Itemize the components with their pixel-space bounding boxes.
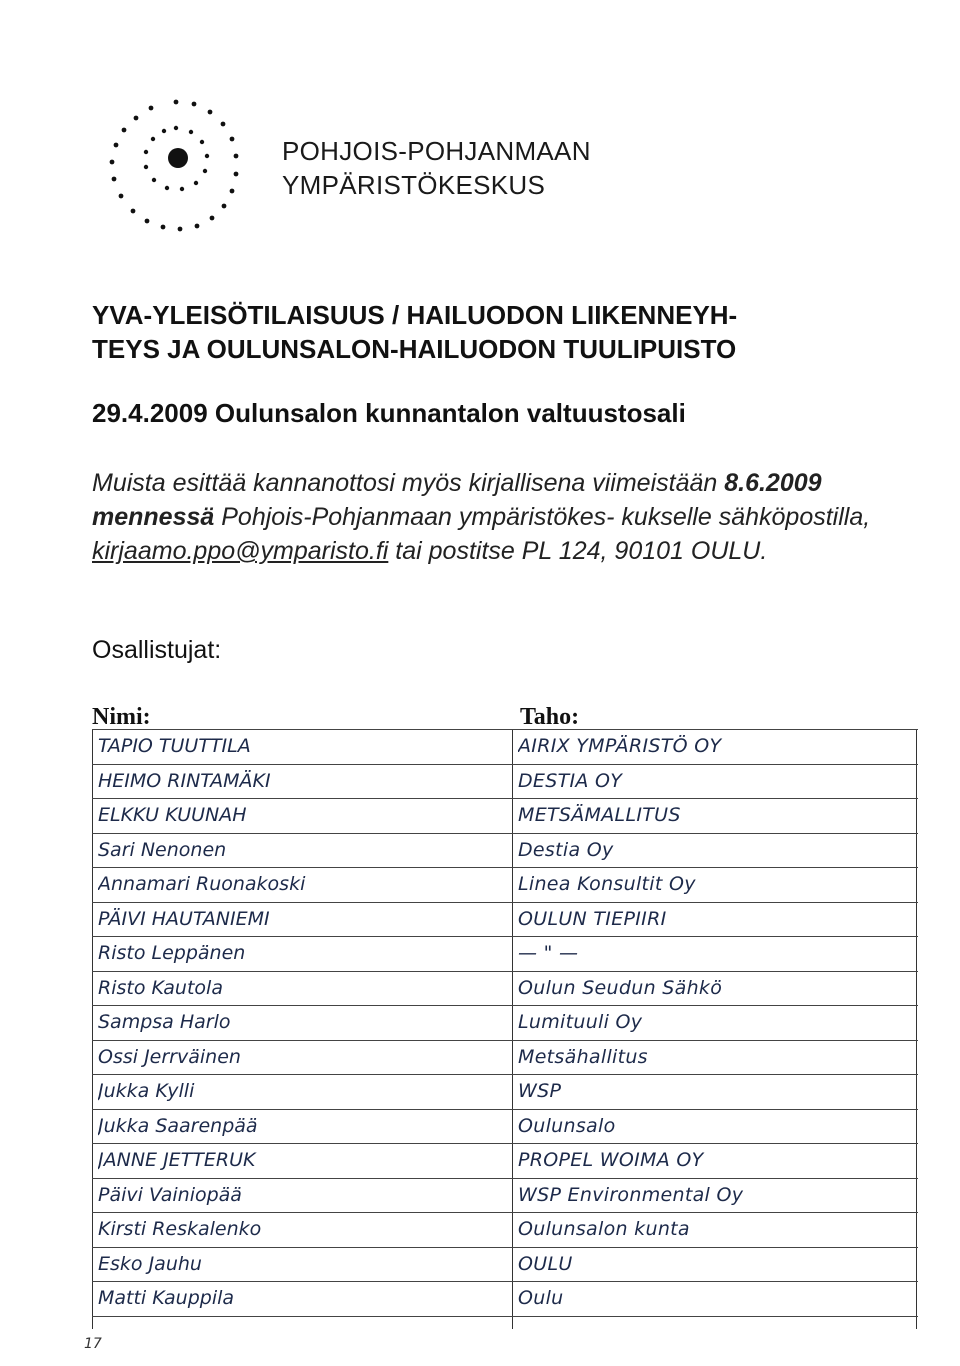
- table-row-line: [92, 971, 918, 972]
- table-row-line: [92, 1316, 918, 1317]
- table-row-line: [92, 833, 918, 834]
- signature-name: ELKKU KUUNAH: [98, 804, 247, 826]
- signature-organization: Oulunsalon kunta: [518, 1218, 690, 1240]
- signature-organization: WSP: [518, 1080, 562, 1102]
- table-row-line: [92, 867, 918, 868]
- page-number: 17: [84, 1336, 102, 1352]
- table-border-left: [92, 729, 93, 1329]
- signature-organization: DESTIA OY: [518, 769, 623, 792]
- signature-organization: — " —: [518, 942, 579, 964]
- signature-name: Risto Leppänen: [98, 942, 246, 964]
- signature-name: PÄIVI HAUTANIEMI: [98, 907, 270, 930]
- signature-name: Matti Kauppila: [98, 1287, 235, 1309]
- table-row-line: [92, 764, 918, 765]
- signature-name: Sari Nenonen: [98, 838, 227, 861]
- signature-name: Ossi Jerrväinen: [98, 1045, 241, 1068]
- signature-organization: Linea Konsultit Oy: [518, 873, 696, 895]
- organization-name-line-2: YMPÄRISTÖKESKUS: [282, 170, 546, 200]
- signature-name: TAPIO TUUTTILA: [98, 735, 251, 757]
- participants-heading: Osallistujat:: [92, 636, 222, 664]
- signature-name: Risto Kautola: [98, 976, 223, 999]
- notice-text-3: tai postitse PL 124, 90101 OULU.: [395, 537, 768, 565]
- signature-organization: METSÄMALLITUS: [518, 804, 681, 826]
- signature-organization: AIRIX YMPÄRISTÖ OY: [518, 735, 722, 757]
- column-header-name: Nimi:: [92, 704, 151, 730]
- signature-name: Sampsa Harlo: [98, 1011, 231, 1033]
- organization-name-line-1: POHJOIS-POHJANMAAN: [282, 136, 591, 166]
- table-row-line: [92, 1212, 918, 1213]
- signature-name: JANNE JETTERUK: [98, 1149, 256, 1171]
- signature-name: Jukka Kylli: [98, 1080, 195, 1102]
- signature-organization: Destia Oy: [518, 838, 614, 861]
- signature-organization: Lumituuli Oy: [518, 1011, 643, 1033]
- table-row-line: [92, 1109, 918, 1110]
- signature-organization: WSP Environmental Oy: [518, 1183, 744, 1206]
- signature-name: Esko Jauhu: [98, 1252, 202, 1275]
- signature-table: [92, 729, 918, 1329]
- signature-organization: PROPEL WOIMA OY: [518, 1149, 704, 1171]
- table-row-line: [92, 729, 918, 730]
- signature-organization: OULUN TIEPIIRI: [518, 907, 667, 930]
- table-column-divider: [512, 729, 513, 1329]
- ymparistokeskus-logo-icon: [96, 92, 256, 252]
- signature-organization: Metsähallitus: [518, 1045, 648, 1068]
- table-row-line: [92, 1143, 918, 1144]
- table-row-line: [92, 1074, 918, 1075]
- table-row-line: [92, 1247, 918, 1248]
- column-header-organization: Taho:: [520, 704, 580, 730]
- event-date-venue: 29.4.2009 Oulunsalon kunnantalon valtuustosali: [92, 398, 686, 428]
- notice-text-2: Pohjois-Pohjanmaan ympäristökes- kukselle sähköpostilla,: [221, 503, 871, 531]
- table-row-line: [92, 1178, 918, 1179]
- event-title-line-2: TEYS JA OULUNSALON-HAILUODON TUULIPUISTO: [92, 334, 737, 364]
- notice-email-link[interactable]: kirjaamo.ppo@ymparisto.fi: [92, 537, 389, 565]
- signature-organization: Oulun Seudun Sähkö: [518, 976, 723, 999]
- signature-name: Jukka Saarenpää: [98, 1114, 258, 1137]
- submission-notice: [92, 466, 892, 568]
- signature-organization: Oulunsalo: [518, 1114, 616, 1137]
- signature-name: HEIMO RINTAMÄKI: [98, 769, 271, 792]
- signature-name: Päivi Vainiopää: [98, 1183, 242, 1206]
- signature-name: Annamari Ruonakoski: [98, 873, 306, 895]
- table-row-line: [92, 1040, 918, 1041]
- table-row-line: [92, 902, 918, 903]
- event-title-line-1: YVA-YLEISÖTILAISUUS / HAILUODON LIIKENNEYH-: [92, 300, 738, 330]
- signature-name: Kirsti Reskalenko: [98, 1218, 262, 1240]
- signature-organization: Oulu: [518, 1287, 564, 1309]
- signature-organization: OULU: [518, 1252, 573, 1275]
- notice-text-1: Muista esittää kannanottosi myös kirjallisena viimeistään: [92, 469, 718, 497]
- table-row-line: [92, 798, 918, 799]
- notice-deadline: 8.6.2009 mennessä: [92, 469, 822, 531]
- table-row-line: [92, 1281, 918, 1282]
- table-row-line: [92, 936, 918, 937]
- table-border-right: [916, 729, 917, 1329]
- table-row-line: [92, 1005, 918, 1006]
